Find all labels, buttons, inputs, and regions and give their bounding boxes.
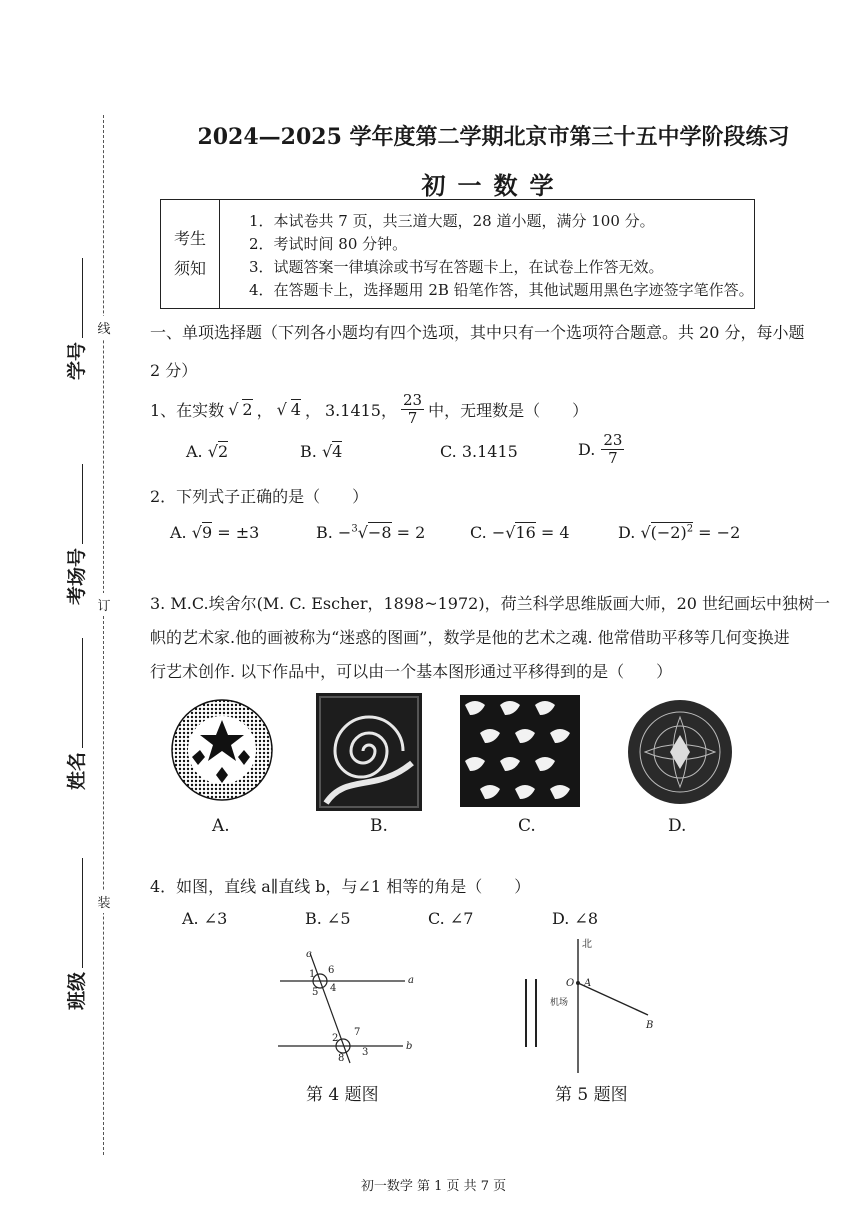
sqrt-icon: √ — [640, 523, 651, 542]
page-footer: 初一数学 第 1 页 共 7 页 — [360, 1179, 507, 1194]
q3-option-a[interactable]: A. — [212, 816, 230, 836]
q2-option-a[interactable]: A. √9 = ±3 — [170, 523, 260, 542]
section-heading-cont: 2 分） — [150, 361, 198, 380]
angle-3: 3 — [362, 1047, 369, 1058]
sqrt-icon: √ — [321, 442, 333, 461]
question-4-stem: 4．如图，直线 a∥直线 b，与∠1 相等的角是（ ） — [150, 877, 531, 896]
q4-option-d[interactable]: D. ∠8 — [552, 909, 599, 928]
page-title: 2024—2025 学年度第二学期北京市第三十五中学阶段练习 — [197, 124, 790, 150]
sqrt-icon: √ — [191, 523, 202, 542]
figure-5-caption: 第 5 题图 — [555, 1085, 628, 1105]
point-o: O — [566, 978, 575, 989]
sqrt-icon: √ — [357, 523, 368, 542]
escher-image-d — [624, 697, 736, 807]
sqrt-icon: √ — [505, 523, 516, 542]
q1-option-b[interactable]: B. √4 — [300, 442, 343, 461]
sqrt-icon: √ — [207, 442, 218, 461]
q2-option-d[interactable]: D. $√(-2)^2 = -2$ — [618, 523, 741, 542]
airport-label: 机场 — [550, 998, 569, 1008]
angle-7: 7 — [354, 1027, 361, 1038]
binding-mark-zhuang: 装 — [96, 890, 112, 913]
binding-mark-ding: 订 — [96, 593, 112, 616]
field-name: 姓名 — [62, 638, 89, 790]
figure-4-diagram — [270, 945, 430, 1065]
angle-2: 2 — [332, 1033, 339, 1044]
fraction: $\frac{23}{7}$ — [403, 391, 423, 427]
angle-1: 1 — [309, 969, 316, 980]
page-subtitle: 初一数学 — [421, 171, 566, 200]
notice-item: 2．考试时间 80 分钟。 — [249, 235, 408, 253]
angle-5: 5 — [312, 987, 319, 998]
figure-5-diagram — [512, 935, 672, 1075]
q1-option-c[interactable]: C. 3.1415 — [440, 442, 518, 461]
notice-items — [249, 210, 754, 302]
student-id-blank[interactable] — [82, 258, 83, 338]
section-heading: 一、单项选择题（下列各小题均有四个选项，其中只有一个选项符合题意。共 20 分，每小题 — [150, 323, 805, 342]
q4-option-a[interactable]: A. ∠3 — [182, 909, 228, 928]
q4-option-c[interactable]: C. ∠7 — [428, 909, 474, 928]
angle-8: 8 — [338, 1053, 345, 1064]
label-a: a — [408, 975, 414, 986]
field-exam-room: 考场号 — [62, 464, 89, 605]
sqrt-icon: √ — [276, 399, 287, 419]
field-class: 班级 — [62, 858, 89, 1010]
q3-option-c[interactable]: C. — [518, 816, 536, 836]
q3-option-d[interactable]: D. — [668, 816, 687, 836]
notice-item: 4．在答题卡上，选择题用 2B 铅笔作答，其他试题用黑色字迹签字笔作答。 — [249, 281, 754, 299]
question-3-line3: 行艺术创作. 以下作品中，可以由一个基本图形通过平移得到的是（ ） — [150, 662, 673, 681]
point-a: A — [584, 978, 592, 989]
escher-image-c — [460, 695, 580, 807]
figure-4-caption: 第 4 题图 — [306, 1085, 379, 1105]
north-label: 北 — [582, 939, 592, 950]
q2-option-b[interactable]: B. −$^3$√−8 = 2 — [316, 523, 426, 542]
class-blank[interactable] — [82, 858, 83, 968]
q1-option-d[interactable]: D. $\frac{23}{7}$ — [578, 431, 623, 467]
q2-option-c[interactable]: C. −√16 = 4 — [470, 523, 570, 542]
question-2-stem: 2．下列式子正确的是（ ） — [150, 487, 369, 506]
question-3-line1: 3. M.C.埃舍尔(M. C. Escher，1898~1972)，荷兰科学思维版画大师，20 世纪画坛中独树一 — [150, 594, 831, 613]
q4-option-b[interactable]: B. ∠5 — [305, 909, 351, 928]
label-c: c — [306, 949, 312, 960]
binding-line — [103, 115, 104, 1155]
point-b: B — [646, 1020, 654, 1031]
escher-image-a — [170, 695, 274, 805]
notice-item: 3．试题答案一律填涂或书写在答题卡上，在试卷上作答无效。 — [249, 258, 664, 276]
angle-6: 6 — [328, 965, 335, 976]
field-student-id: 学号 — [62, 258, 89, 380]
sqrt-icon: √ — [228, 399, 239, 419]
label-b: b — [406, 1041, 413, 1052]
exam-room-blank[interactable] — [82, 464, 83, 544]
q1-option-a[interactable]: A. √2 — [186, 442, 229, 461]
escher-image-b — [316, 693, 422, 811]
notice-item: 1．本试卷共 7 页，共三道大题，28 道小题，满分 100 分。 — [249, 212, 655, 230]
notice-label: 考生 须知 — [161, 200, 220, 308]
q3-option-b[interactable]: B. — [370, 816, 388, 836]
question-1-stem: 1、在实数 √ 2 ， √ 4 ， 3.1415， $\frac{23}{7}$ 中，无理数是（ ） — [150, 391, 589, 427]
notice-box — [160, 199, 755, 309]
binding-mark-xian: 线 — [96, 316, 112, 339]
name-blank[interactable] — [82, 638, 83, 748]
question-3-line2: 帜的艺术家.他的画被称为“迷惑的图画”，数学是他的艺术之魂. 他常借助平移等几何变换进 — [150, 628, 790, 647]
angle-4: 4 — [330, 983, 337, 994]
